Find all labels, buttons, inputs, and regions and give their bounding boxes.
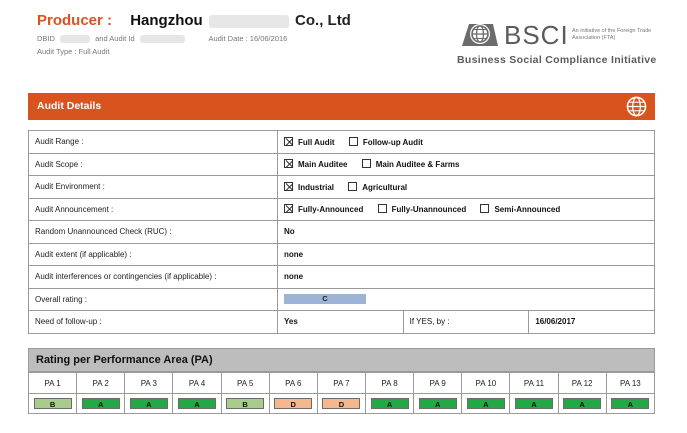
pa-rating-cell	[365, 394, 413, 414]
pa-name-cell: PA 1	[29, 373, 77, 394]
producer-line	[37, 12, 351, 29]
audit-date: Audit Date : 16/06/2016	[208, 34, 288, 43]
pa-rating-badge: A	[515, 398, 553, 409]
pa-name-cell: PA 6	[269, 373, 317, 394]
pa-name-cell: PA 7	[317, 373, 365, 394]
pa-name-cell: PA 5	[221, 373, 269, 394]
audit-range-options	[278, 131, 655, 154]
pa-rating-cell	[558, 394, 606, 414]
checkbox-full-audit[interactable]	[284, 137, 293, 146]
bsci-wordmark: BSCI	[504, 20, 569, 50]
audit-environment-label: Audit Environment :	[29, 176, 278, 199]
checkbox-fully-announced[interactable]	[284, 204, 293, 213]
redacted-name-patch	[209, 15, 289, 28]
pa-rating-badge: D	[274, 398, 312, 409]
pa-rating-badge: A	[419, 398, 457, 409]
redacted-audit-id-patch	[140, 35, 185, 43]
audit-scope-label: Audit Scope :	[29, 153, 278, 176]
pa-name-cell: PA 2	[77, 373, 125, 394]
audit-details-table	[28, 130, 655, 334]
option-agricultural[interactable]	[348, 182, 407, 192]
pa-name-cell: PA 4	[173, 373, 221, 394]
audit-environment-options	[278, 176, 655, 199]
pa-name-cell: PA 8	[365, 373, 413, 394]
pa-ratings-row	[29, 394, 655, 414]
checkbox-follow-up-audit[interactable]	[349, 137, 358, 146]
option-follow-up-audit[interactable]	[349, 137, 423, 147]
audit-type: Audit Type : Full Audit	[37, 47, 110, 56]
pa-header	[28, 348, 655, 372]
checkbox-main-auditee-farms[interactable]	[362, 159, 371, 168]
option-fully-announced[interactable]	[284, 204, 363, 214]
overall-rating-badge: C	[284, 294, 366, 304]
pa-rating-badge: A	[130, 398, 168, 409]
follow-up-label: Need of follow-up :	[29, 311, 278, 334]
pa-rating-cell	[29, 394, 77, 414]
follow-up-if-yes-label: If YES, by :	[403, 311, 529, 334]
dbid-label: DBID	[37, 34, 55, 43]
row-audit-environment	[29, 176, 655, 199]
audit-announcement-label: Audit Announcement :	[29, 198, 278, 221]
option-label: Agricultural	[362, 182, 408, 192]
option-main-auditee-farms[interactable]	[362, 159, 460, 169]
option-semi-announced[interactable]	[480, 204, 560, 214]
ruc-value: No	[278, 221, 655, 244]
pa-name-cell: PA 3	[125, 373, 173, 394]
option-label: Main Auditee	[298, 160, 348, 170]
globe-icon	[626, 96, 647, 117]
checkbox-industrial[interactable]	[284, 182, 293, 191]
option-label: Follow-up Audit	[362, 137, 423, 147]
row-audit-announcement	[29, 198, 655, 221]
option-main-auditee[interactable]	[284, 159, 347, 169]
option-industrial[interactable]	[284, 182, 334, 192]
follow-up-date: 16/06/2017	[529, 311, 655, 334]
follow-up-value: Yes	[278, 311, 404, 334]
option-label: Main Auditee & Farms	[375, 160, 460, 170]
audit-extent-value: none	[278, 243, 655, 266]
audit-details-bar	[28, 93, 655, 120]
section-title: Audit Details	[37, 100, 102, 112]
pa-rating-cell	[317, 394, 365, 414]
bsci-initiative-text: An initiative of the Foreign Trade Association (FTA)	[572, 28, 652, 41]
pa-rating-badge: A	[178, 398, 216, 409]
audit-range-label: Audit Range :	[29, 131, 278, 154]
checkbox-agricultural[interactable]	[348, 182, 357, 191]
pa-rating-cell	[462, 394, 510, 414]
redacted-dbid-patch	[60, 35, 90, 43]
pa-name-cell: PA 11	[510, 373, 558, 394]
bsci-tagline: Business Social Compliance Initiative	[457, 54, 657, 66]
row-follow-up	[29, 311, 655, 334]
pa-rating-badge: B	[226, 398, 264, 409]
option-label: Full Audit	[298, 137, 335, 147]
pa-name-cell: PA 12	[558, 373, 606, 394]
row-audit-interferences	[29, 266, 655, 289]
pa-rating-cell	[125, 394, 173, 414]
row-audit-scope	[29, 153, 655, 176]
producer-name: Hangzhou	[130, 12, 203, 29]
audit-meta-line	[37, 34, 287, 43]
pa-names-row	[29, 373, 655, 394]
option-fully-unannounced[interactable]	[378, 204, 467, 214]
producer-label: Producer :	[37, 12, 113, 29]
option-label: Industrial	[298, 182, 335, 192]
overall-rating-cell	[278, 288, 655, 311]
pa-name-cell: PA 10	[462, 373, 510, 394]
pa-rating-badge: A	[467, 398, 505, 409]
option-label: Fully-Unannounced	[391, 205, 467, 215]
pa-name-cell: PA 9	[414, 373, 462, 394]
pa-rating-cell	[77, 394, 125, 414]
pa-rating-table	[28, 372, 655, 414]
option-label: Fully-Announced	[298, 205, 364, 215]
audit-announcement-options	[278, 198, 655, 221]
audit-interferences-value: none	[278, 266, 655, 289]
row-audit-extent	[29, 243, 655, 266]
overall-rating-label: Overall rating :	[29, 288, 278, 311]
option-label: Semi-Announced	[494, 205, 561, 215]
pa-title: Rating per Performance Area (PA)	[36, 354, 213, 366]
ruc-label: Random Unannounced Check (RUC) :	[29, 221, 278, 244]
pa-rating-cell	[173, 394, 221, 414]
checkbox-fully-unannounced[interactable]	[378, 204, 387, 213]
row-ruc	[29, 221, 655, 244]
row-audit-range	[29, 131, 655, 154]
bsci-globe-icon	[460, 18, 500, 50]
audit-scope-options	[278, 153, 655, 176]
pa-rating-badge: B	[34, 398, 72, 409]
producer-suffix: Co., Ltd	[295, 12, 351, 29]
option-full-audit[interactable]	[284, 137, 335, 147]
audit-interferences-label: Audit interferences or contingencies (if applicable) :	[29, 266, 278, 289]
audit-id-label: and Audit Id	[95, 34, 135, 43]
pa-rating-cell	[606, 394, 654, 414]
pa-rating-badge: A	[611, 398, 649, 409]
pa-rating-cell	[221, 394, 269, 414]
pa-rating-badge: A	[563, 398, 601, 409]
bsci-logo	[457, 18, 660, 68]
pa-rating-badge: A	[82, 398, 120, 409]
row-overall-rating	[29, 288, 655, 311]
checkbox-semi-announced[interactable]	[480, 204, 489, 213]
pa-rating-badge: D	[322, 398, 360, 409]
pa-rating-cell	[269, 394, 317, 414]
pa-rating-badge: A	[371, 398, 409, 409]
pa-rating-cell	[414, 394, 462, 414]
pa-name-cell: PA 13	[606, 373, 654, 394]
checkbox-main-auditee[interactable]	[284, 159, 293, 168]
audit-extent-label: Audit extent (if applicable) :	[29, 243, 278, 266]
pa-rating-cell	[510, 394, 558, 414]
